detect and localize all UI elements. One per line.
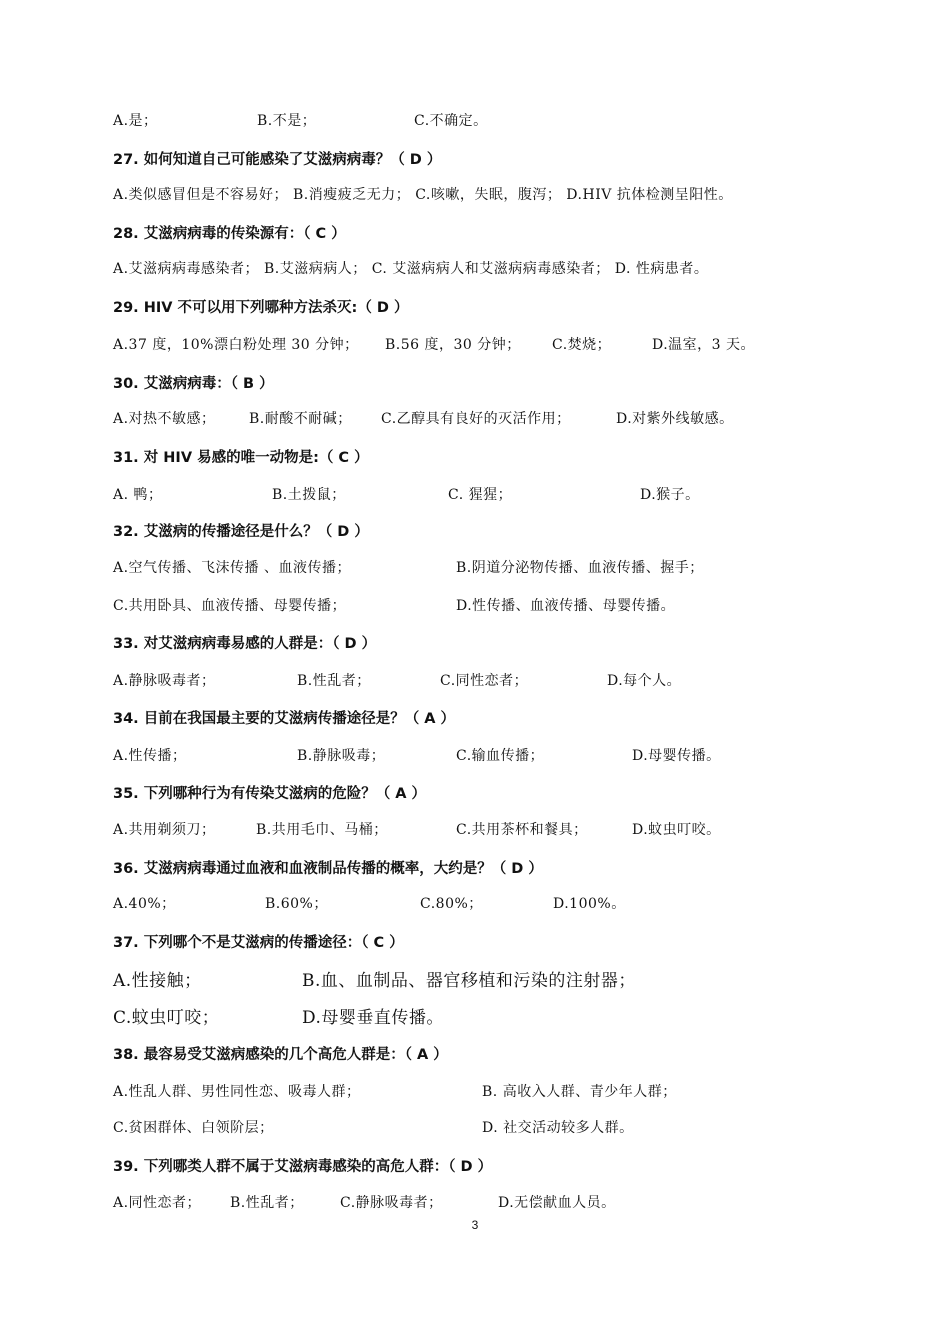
- answer-option: D.猴子。: [640, 487, 700, 503]
- question-heading: 27. 如何知道自己可能感染了艾滋病病毒？（ D ）: [113, 152, 442, 168]
- answer-option: A. 鸭；: [113, 487, 163, 503]
- answer-option: A.是；: [113, 113, 158, 129]
- answer-option: C. 猩猩；: [448, 487, 513, 503]
- answer-option: D.对紫外线敏感。: [616, 411, 734, 427]
- answer-option: A.共用剃须刀；: [113, 822, 216, 838]
- question-heading: 32. 艾滋病的传播途径是什么？（ D ）: [113, 524, 369, 540]
- answer-option: C.贫困群体、白领阶层；: [113, 1120, 274, 1136]
- answer-option: C.蚊虫叮咬；: [113, 1008, 220, 1028]
- answer-option: D.无偿献血人员。: [498, 1195, 616, 1211]
- question-heading: 30. 艾滋病病毒：（ B ）: [113, 376, 274, 392]
- answer-option: D.温室，3 天。: [652, 337, 756, 353]
- answer-option: A.性接触；: [113, 971, 202, 991]
- answer-option: A.艾滋病病毒感染者； B.艾滋病病人； C. 艾滋病病人和艾滋病病毒感染者； D. 性病患者。: [113, 261, 709, 277]
- question-heading: 29. HIV 不可以用下列哪种方法杀灭:（ D ）: [113, 300, 409, 316]
- question-heading: 28. 艾滋病病毒的传染源有：（ C ）: [113, 226, 346, 242]
- answer-option: D.性传播、血液传播、母婴传播。: [456, 598, 676, 614]
- answer-option: B.土拨鼠；: [272, 487, 346, 503]
- question-heading: 39. 下列哪类人群不属于艾滋病毒感染的高危人群：（ D ）: [113, 1159, 493, 1175]
- answer-option: B.不是；: [257, 113, 317, 129]
- answer-option: C.不确定。: [414, 113, 488, 129]
- question-heading: 31. 对 HIV 易感的唯一动物是:（ C ）: [113, 450, 369, 466]
- answer-option: A.性传播；: [113, 748, 187, 764]
- answer-option: C.乙醇具有良好的灭活作用；: [381, 411, 571, 427]
- answer-option: A.同性恋者；: [113, 1195, 202, 1211]
- answer-option: B.性乱者；: [297, 673, 371, 689]
- answer-option: A.静脉吸毒者；: [113, 673, 216, 689]
- answer-option: C.共用茶杯和餐具；: [456, 822, 588, 838]
- answer-option: D.蚊虫叮咬。: [632, 822, 721, 838]
- question-heading: 34. 目前在我国最主要的艾滋病传播途径是？（ A ）: [113, 711, 456, 727]
- answer-option: C.80%；: [420, 896, 483, 912]
- answer-option: B.性乱者；: [230, 1195, 304, 1211]
- answer-option: D.母婴传播。: [632, 748, 721, 764]
- answer-option: A.对热不敏感；: [113, 411, 216, 427]
- answer-option: C.共用卧具、血液传播、母婴传播；: [113, 598, 347, 614]
- answer-option: B.耐酸不耐碱；: [249, 411, 352, 427]
- page-number: 3: [471, 1218, 479, 1232]
- answer-option: A.37 度，10%漂白粉处理 30 分钟；: [113, 337, 359, 353]
- answer-option: B.血、血制品、器官移植和污染的注射器；: [302, 971, 636, 991]
- answer-option: C.静脉吸毒者；: [340, 1195, 443, 1211]
- question-heading: 35. 下列哪种行为有传染艾滋病的危险？（ A ）: [113, 786, 427, 802]
- answer-option: B.阴道分泌物传播、血液传播、握手；: [456, 560, 704, 576]
- answer-option: B.56 度，30 分钟；: [385, 337, 521, 353]
- answer-option: C.同性恋者；: [440, 673, 529, 689]
- answer-option: B.60%；: [265, 896, 328, 912]
- answer-option: A.性乱人群、男性同性恋、吸毒人群；: [113, 1084, 361, 1100]
- question-heading: 38. 最容易受艾滋病感染的几个高危人群是：（ A ）: [113, 1047, 448, 1063]
- answer-option: C.焚烧；: [552, 337, 612, 353]
- answer-option: B.静脉吸毒；: [297, 748, 386, 764]
- answer-option: C.输血传播；: [456, 748, 545, 764]
- answer-option: D.100%。: [553, 896, 626, 912]
- question-heading: 36. 艾滋病病毒通过血液和血液制品传播的概率，大约是？（ D ）: [113, 861, 543, 877]
- answer-option: B.共用毛巾、马桶；: [256, 822, 388, 838]
- answer-option: A.类似感冒但是不容易好； B.消瘦疲乏无力； C.咳嗽，失眠，腹泻； D.HIV 抗体检测呈阳性。: [113, 187, 733, 203]
- answer-option: D.每个人。: [607, 673, 682, 689]
- answer-option: B. 高收入人群、青少年人群；: [482, 1084, 677, 1100]
- question-heading: 33. 对艾滋病病毒易感的人群是：（ D ）: [113, 636, 377, 652]
- question-heading: 37. 下列哪个不是艾滋病的传播途径：（ C ）: [113, 935, 404, 951]
- answer-option: A.空气传播、飞沫传播 、血液传播；: [113, 560, 352, 576]
- answer-option: A.40%；: [113, 896, 176, 912]
- answer-option: D. 社交活动较多人群。: [482, 1120, 634, 1136]
- answer-option: D.母婴垂直传播。: [302, 1008, 444, 1028]
